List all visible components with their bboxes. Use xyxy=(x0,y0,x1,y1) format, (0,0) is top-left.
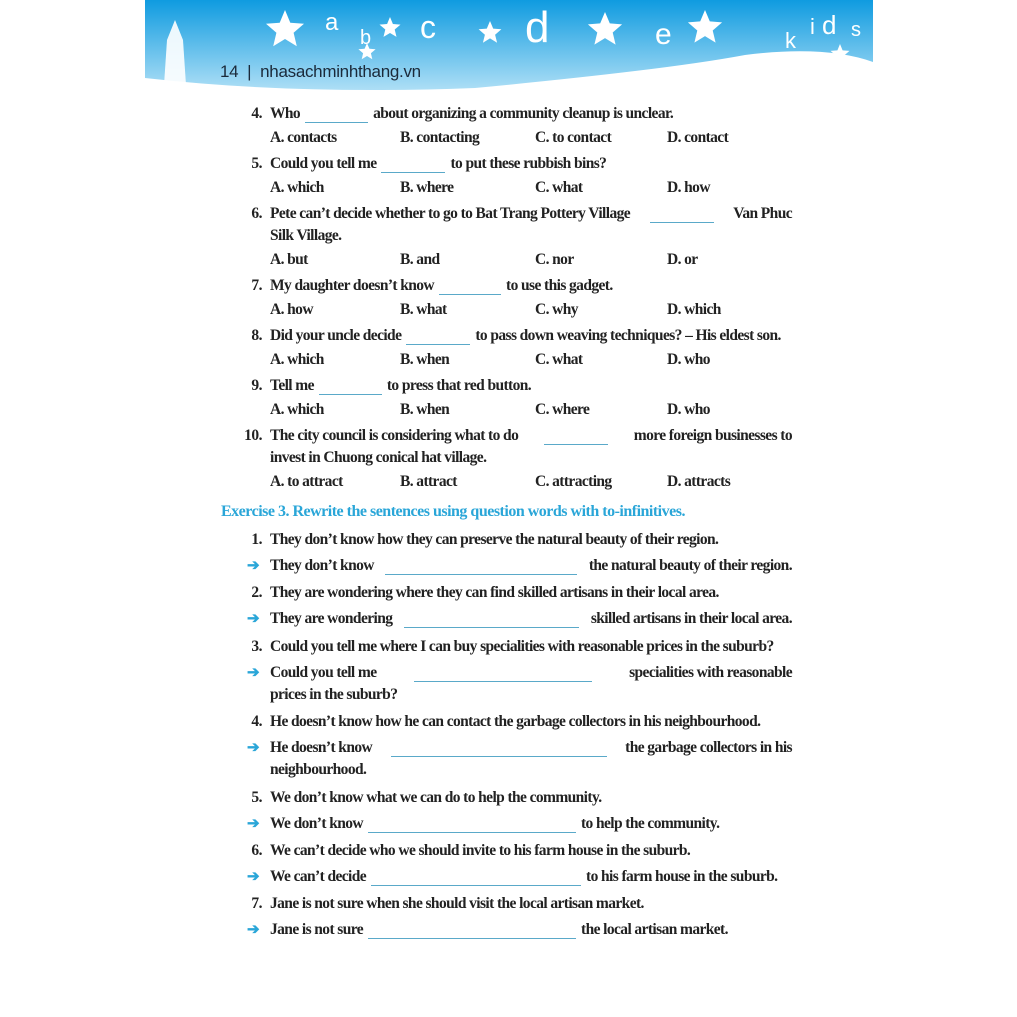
answer-blank[interactable] xyxy=(305,107,368,123)
answer-option: D. which xyxy=(667,301,721,318)
text-after: to help the community. xyxy=(580,815,720,832)
text-after: Van Phuc xyxy=(733,205,792,222)
text-after: to his farm house in the suburb. xyxy=(586,868,778,885)
answer-blank[interactable] xyxy=(406,329,470,345)
question-number: 10. xyxy=(244,427,262,444)
sentence-line xyxy=(270,423,792,445)
decor-letter: d xyxy=(822,10,837,40)
original-sentence: They are wondering where they can find skilled artisans in their local area. xyxy=(270,584,719,601)
sentence-line xyxy=(270,445,792,467)
question-number: 8. xyxy=(251,327,262,344)
text-before: We can’t decide xyxy=(270,868,367,885)
text-before: Who xyxy=(270,105,301,122)
answer-option: B. where xyxy=(400,179,454,196)
header-separator: | xyxy=(247,62,252,81)
page-number: 14 xyxy=(220,62,239,81)
text-after: the garbage collectors in his xyxy=(625,739,792,756)
text-before: The city council is considering what to do xyxy=(270,427,519,444)
answer-option: D. contact xyxy=(667,129,729,146)
decor-letter: i xyxy=(810,14,815,39)
decor-letter: d xyxy=(525,3,550,52)
text-after: to use this gadget. xyxy=(506,277,613,294)
answer-option: A. contacts xyxy=(270,129,337,146)
original-sentence: They don’t know how they can preserve the natural beauty of their region. xyxy=(270,531,719,548)
question-number: 6. xyxy=(251,205,262,222)
sentence-line xyxy=(270,735,792,757)
answer-option: A. which xyxy=(270,351,324,368)
text-after: specialities with reasonable xyxy=(629,664,792,681)
page-header-banner xyxy=(145,0,873,100)
sentence-line xyxy=(270,682,792,704)
decor-letter: s xyxy=(851,19,861,41)
arrow-icon: ➔ xyxy=(247,558,260,574)
kids-banner-illustration xyxy=(145,0,873,100)
original-sentence: Could you tell me where I can buy specialities with reasonable prices in the suburb? xyxy=(270,638,774,655)
answer-blank[interactable] xyxy=(391,741,607,757)
answer-option: C. where xyxy=(535,401,590,418)
answer-option: C. to contact xyxy=(535,129,612,146)
arrow-icon: ➔ xyxy=(247,869,260,885)
text-after: the natural beauty of their region. xyxy=(588,557,792,574)
answer-option: A. how xyxy=(270,301,313,318)
original-sentence: Jane is not sure when she should visit the local artisan market. xyxy=(270,895,644,912)
sentence-line xyxy=(270,864,792,886)
question-number: 9. xyxy=(251,377,262,394)
answer-blank[interactable] xyxy=(650,207,714,223)
arrow-icon: ➔ xyxy=(247,740,260,756)
question-number: 7. xyxy=(251,895,262,912)
answer-blank[interactable] xyxy=(544,429,608,445)
answer-option: A. which xyxy=(270,401,324,418)
text-before: Jane is not sure xyxy=(270,921,364,938)
answer-option: D. who xyxy=(667,351,710,368)
text-before: neighbourhood. xyxy=(270,761,367,778)
answer-option: A. but xyxy=(270,251,308,268)
text-before: prices in the suburb? xyxy=(270,686,398,703)
answer-option: A. which xyxy=(270,179,324,196)
sentence-line xyxy=(270,757,792,779)
exercise-3-title: Exercise 3. Rewrite the sentences using question words with to-infinitives. xyxy=(221,503,685,520)
text-before: They are wondering xyxy=(270,610,393,627)
text-before: Could you tell me xyxy=(270,155,377,172)
sentence-line xyxy=(270,606,792,628)
arrow-icon: ➔ xyxy=(247,922,260,938)
answer-option: B. contacting xyxy=(400,129,480,146)
answer-option: C. attracting xyxy=(535,473,612,490)
answer-blank[interactable] xyxy=(371,870,581,886)
text-after: to press that red button. xyxy=(386,377,532,394)
text-after: the local artisan market. xyxy=(581,921,728,938)
text-after: more foreign businesses to xyxy=(633,427,792,444)
question-number: 3. xyxy=(251,638,262,655)
text-before: Silk Village. xyxy=(270,227,342,244)
decor-letter: e xyxy=(655,18,672,51)
text-before: Could you tell me xyxy=(270,664,377,681)
sentence-line xyxy=(270,273,792,295)
text-after: skilled artisans in their local area. xyxy=(590,610,792,627)
answer-option: B. attract xyxy=(400,473,457,490)
answer-blank[interactable] xyxy=(404,612,579,628)
original-sentence: He doesn’t know how he can contact the garbage collectors in his neighbourhood. xyxy=(270,713,761,730)
sentence-line xyxy=(270,323,792,345)
question-number: 7. xyxy=(251,277,262,294)
question-number: 5. xyxy=(251,789,262,806)
answer-option: C. what xyxy=(535,179,583,196)
answer-blank[interactable] xyxy=(368,923,576,939)
arrow-icon: ➔ xyxy=(247,816,260,832)
answer-option: D. attracts xyxy=(667,473,731,490)
answer-option: C. why xyxy=(535,301,578,318)
decor-letter: k xyxy=(785,28,796,53)
original-sentence: We don’t know what we can do to help the community. xyxy=(270,789,602,806)
answer-option: B. what xyxy=(400,301,447,318)
question-number: 5. xyxy=(251,155,262,172)
answer-option: D. or xyxy=(667,251,698,268)
sentence-line xyxy=(270,373,792,395)
header-line xyxy=(220,62,421,82)
text-before: Pete can’t decide whether to go to Bat Trang Pottery Village xyxy=(270,205,631,222)
answer-blank[interactable] xyxy=(381,157,445,173)
answer-option: D. who xyxy=(667,401,710,418)
sentence-line xyxy=(270,811,792,833)
answer-option: B. when xyxy=(400,351,450,368)
text-after: to put these rubbish bins? xyxy=(450,155,607,172)
text-before: They don’t know xyxy=(270,557,374,574)
sentence-line xyxy=(270,151,792,173)
answer-option: C. what xyxy=(535,351,583,368)
sentence-line xyxy=(270,917,792,939)
site-name: nhasachminhthang.vn xyxy=(260,62,421,81)
question-number: 4. xyxy=(251,713,262,730)
answer-blank[interactable] xyxy=(414,666,592,682)
text-before: My daughter doesn’t know xyxy=(270,277,435,294)
sentence-line xyxy=(270,223,792,245)
text-after: to pass down weaving techniques? – His eldest son. xyxy=(475,327,781,344)
question-number: 6. xyxy=(251,842,262,859)
text-after: about organizing a community cleanup is unclear. xyxy=(373,105,674,122)
answer-option: D. how xyxy=(667,179,710,196)
arrow-icon: ➔ xyxy=(247,611,260,627)
answer-option: B. and xyxy=(400,251,440,268)
answer-blank[interactable] xyxy=(439,279,501,295)
sentence-line xyxy=(270,101,792,123)
answer-blank[interactable] xyxy=(368,817,576,833)
answer-blank[interactable] xyxy=(385,559,577,575)
decor-letter: a xyxy=(325,9,339,36)
sentence-line xyxy=(270,660,792,682)
arrow-icon: ➔ xyxy=(247,665,260,681)
decor-letter: b xyxy=(360,27,372,49)
answer-option: B. when xyxy=(400,401,450,418)
decor-letter: c xyxy=(420,9,436,45)
text-before: He doesn’t know xyxy=(270,739,373,756)
sentence-line xyxy=(270,553,792,575)
answer-option: C. nor xyxy=(535,251,574,268)
text-before: Did your uncle decide xyxy=(270,327,402,344)
original-sentence: We can’t decide who we should invite to his farm house in the suburb. xyxy=(270,842,691,859)
text-before: Tell me xyxy=(270,377,314,394)
text-before: invest in Chuong conical hat village. xyxy=(270,449,487,466)
question-number: 1. xyxy=(251,531,262,548)
answer-blank[interactable] xyxy=(319,379,382,395)
sentence-line xyxy=(270,201,792,223)
text-before: We don’t know xyxy=(270,815,363,832)
question-number: 4. xyxy=(251,105,262,122)
question-number: 2. xyxy=(251,584,262,601)
answer-option: A. to attract xyxy=(270,473,343,490)
